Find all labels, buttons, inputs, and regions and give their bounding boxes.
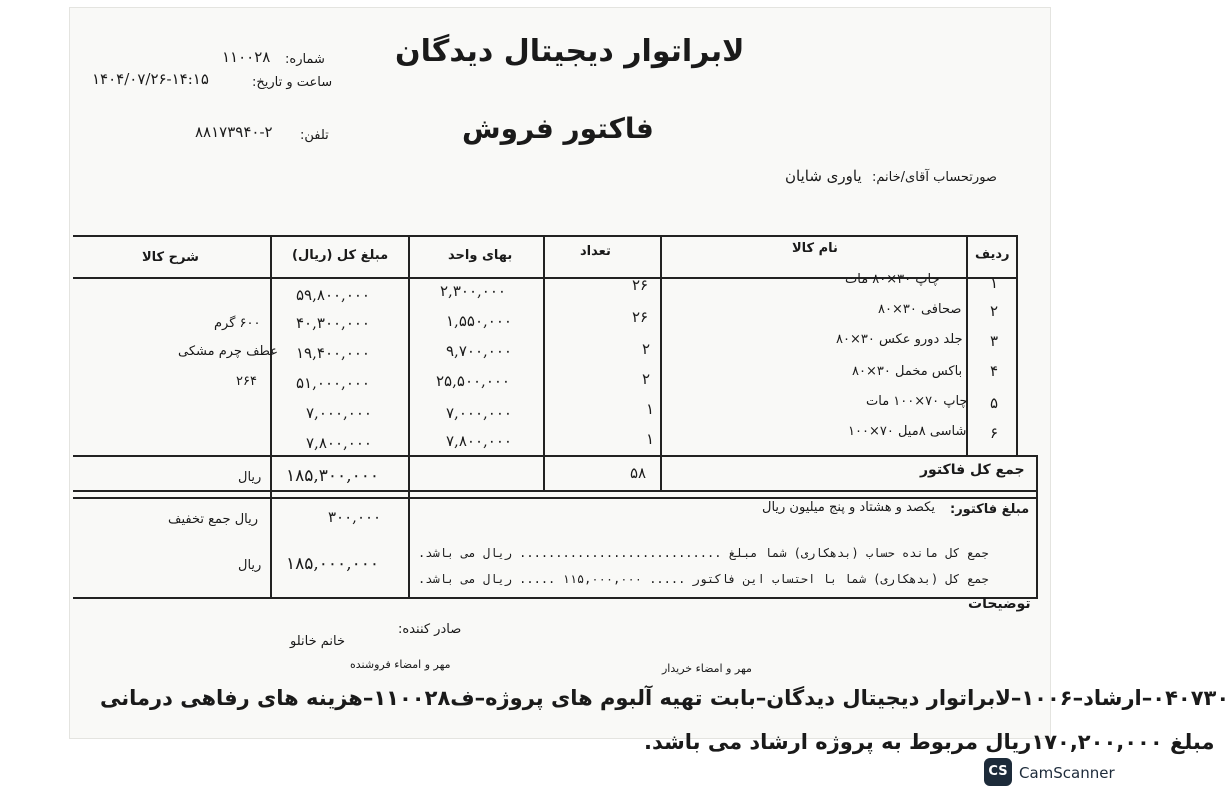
row-2-index: ۲ <box>990 302 999 320</box>
number-value: ۱۱۰۰۲۸ <box>222 48 271 66</box>
issuer-label: صادر کننده: <box>398 622 462 637</box>
row-3-desc: عطف چرم مشکی <box>178 344 278 359</box>
summary-bottom-line <box>73 597 1038 599</box>
seller-sign: مهر و امضاء فروشنده <box>350 658 451 671</box>
invoice-title: فاکتور فروش <box>462 112 654 145</box>
amount-words: یکصد و هشتاد و پنج میلیون ریال <box>762 500 935 515</box>
row-3-name: جلد دورو عکس ۳۰×۸۰ <box>836 332 963 347</box>
row-2-name: صحافی ۳۰×۸۰ <box>878 302 962 317</box>
row-4-name: باکس مخمل ۳۰×۸۰ <box>852 364 963 379</box>
row-5-index: ۵ <box>990 394 999 412</box>
row-4-total: ۵۱,۰۰۰,۰۰۰ <box>296 374 370 392</box>
row-6-unit: ۷,۸۰۰,۰۰۰ <box>446 432 512 450</box>
discount-value: ۳۰۰,۰۰۰ <box>328 508 382 526</box>
header-row: ردیف <box>975 247 1010 262</box>
row-1-total: ۵۹,۸۰۰,۰۰۰ <box>296 286 370 304</box>
notes-label: توضیحات <box>968 596 1031 612</box>
summary-top-line <box>73 497 1038 499</box>
col-line-2 <box>408 235 410 597</box>
col-line-right <box>1016 235 1018 455</box>
datetime-label: ساعت و تاریخ: <box>252 75 333 90</box>
row-6-total: ۷,۸۰۰,۰۰۰ <box>306 434 372 452</box>
header-desc: شرح کالا <box>142 250 199 265</box>
net-value: ۱۸۵,۰۰۰,۰۰۰ <box>286 554 379 574</box>
row-1-qty: ۲۶ <box>632 276 649 294</box>
row-2-total: ۴۰,۳۰۰,۰۰۰ <box>296 314 370 332</box>
row-6-index: ۶ <box>990 424 999 442</box>
col-line-5 <box>966 235 968 455</box>
row-3-qty: ۲ <box>642 340 651 358</box>
sum-label: جمع کل فاکتور <box>920 462 1025 478</box>
row-4-desc: ۲۶۴ <box>236 374 257 389</box>
col-line-4 <box>660 235 662 490</box>
account-label: صورتحساب آقای/خانم: <box>872 170 997 185</box>
col-line-1 <box>270 235 272 597</box>
discount-label: ریال جمع تخفیف <box>168 512 259 527</box>
annotation-line-2: مبلغ ۱۷۰,۲۰۰,۰۰۰ریال مربوط به پروژه ارشاد می باشد. <box>644 730 1215 754</box>
sum-qty: ۵۸ <box>630 464 647 482</box>
col-line-3 <box>543 235 545 490</box>
header-total: مبلغ کل (ریال) <box>292 248 389 263</box>
table-sum-top-line <box>73 455 1038 457</box>
row-5-qty: ۱ <box>646 400 655 418</box>
annotation-line-1: ۰۴۰۷۳۰–ارشاد–۱۰۰۶–لابراتوار دیجیتال دیدگان–بابت تهیه آلبوم های پروژه–ف۱۱۰۰۲۸–هزینه های رفاهی درمانی <box>100 686 1229 710</box>
header-qty: تعداد <box>580 244 611 259</box>
number-label: شماره: <box>285 52 325 67</box>
row-1-name: چاپ ۳۰×۸۰ مات <box>845 272 940 287</box>
row-2-desc: ۶۰۰ گرم <box>214 316 261 331</box>
datetime-value: ۱۴۰۴/۰۷/۲۶-۱۴:۱۵ <box>92 70 209 88</box>
row-1-unit: ۲,۳۰۰,۰۰۰ <box>440 282 506 300</box>
buyer-sign: مهر و امضاء خریدار <box>662 662 752 675</box>
amount-label: مبلغ فاکتور: <box>950 502 1030 517</box>
row-6-qty: ۱ <box>646 430 655 448</box>
sum-currency: ریال <box>238 470 262 485</box>
balance-line-1: جمع کل مانده حساب (بدهکاری) شما مبلغ ............................ ریال می باشد. <box>418 546 989 560</box>
row-3-index: ۳ <box>990 332 999 350</box>
lab-name: لابراتوار دیجیتال دیدگان <box>395 34 745 69</box>
row-6-name: شاسی ۸میل ۷۰×۱۰۰ <box>848 424 967 439</box>
table-sum-bottom-line <box>73 490 1038 492</box>
camscanner-watermark: CamScanner <box>1019 764 1115 782</box>
balance-line-2: جمع کل (بدهکاری) شما با احتساب این فاکتور ..... ۱۱۵,۰۰۰,۰۰۰ ..... ریال می باشد. <box>418 572 989 586</box>
row-3-unit: ۹,۷۰۰,۰۰۰ <box>446 342 512 360</box>
row-2-unit: ۱,۵۵۰,۰۰۰ <box>446 312 512 330</box>
row-1-index: ۱ <box>990 274 999 292</box>
camscanner-logo-icon: CS <box>984 758 1012 786</box>
phone-value: ۸۸۱۷۳۹۴۰-۲ <box>195 123 273 141</box>
row-4-index: ۴ <box>990 362 999 380</box>
row-4-qty: ۲ <box>642 370 651 388</box>
row-2-qty: ۲۶ <box>632 308 649 326</box>
phone-label: تلفن: <box>300 128 329 143</box>
row-5-unit: ۷,۰۰۰,۰۰۰ <box>446 404 512 422</box>
sum-right-line <box>1036 455 1038 597</box>
header-name: نام کالا <box>792 241 838 256</box>
account-value: یاوری شایان <box>785 167 862 185</box>
row-4-unit: ۲۵,۵۰۰,۰۰۰ <box>436 372 510 390</box>
row-5-name: چاپ ۷۰×۱۰۰ مات <box>866 394 968 409</box>
sum-total: ۱۸۵,۳۰۰,۰۰۰ <box>286 466 379 486</box>
header-unit-price: بهای واحد <box>448 248 513 263</box>
row-3-total: ۱۹,۴۰۰,۰۰۰ <box>296 344 370 362</box>
table-top-line <box>73 235 1018 237</box>
issuer-value: خانم خانلو <box>290 634 346 649</box>
net-currency: ریال <box>238 558 262 573</box>
row-5-total: ۷,۰۰۰,۰۰۰ <box>306 404 372 422</box>
